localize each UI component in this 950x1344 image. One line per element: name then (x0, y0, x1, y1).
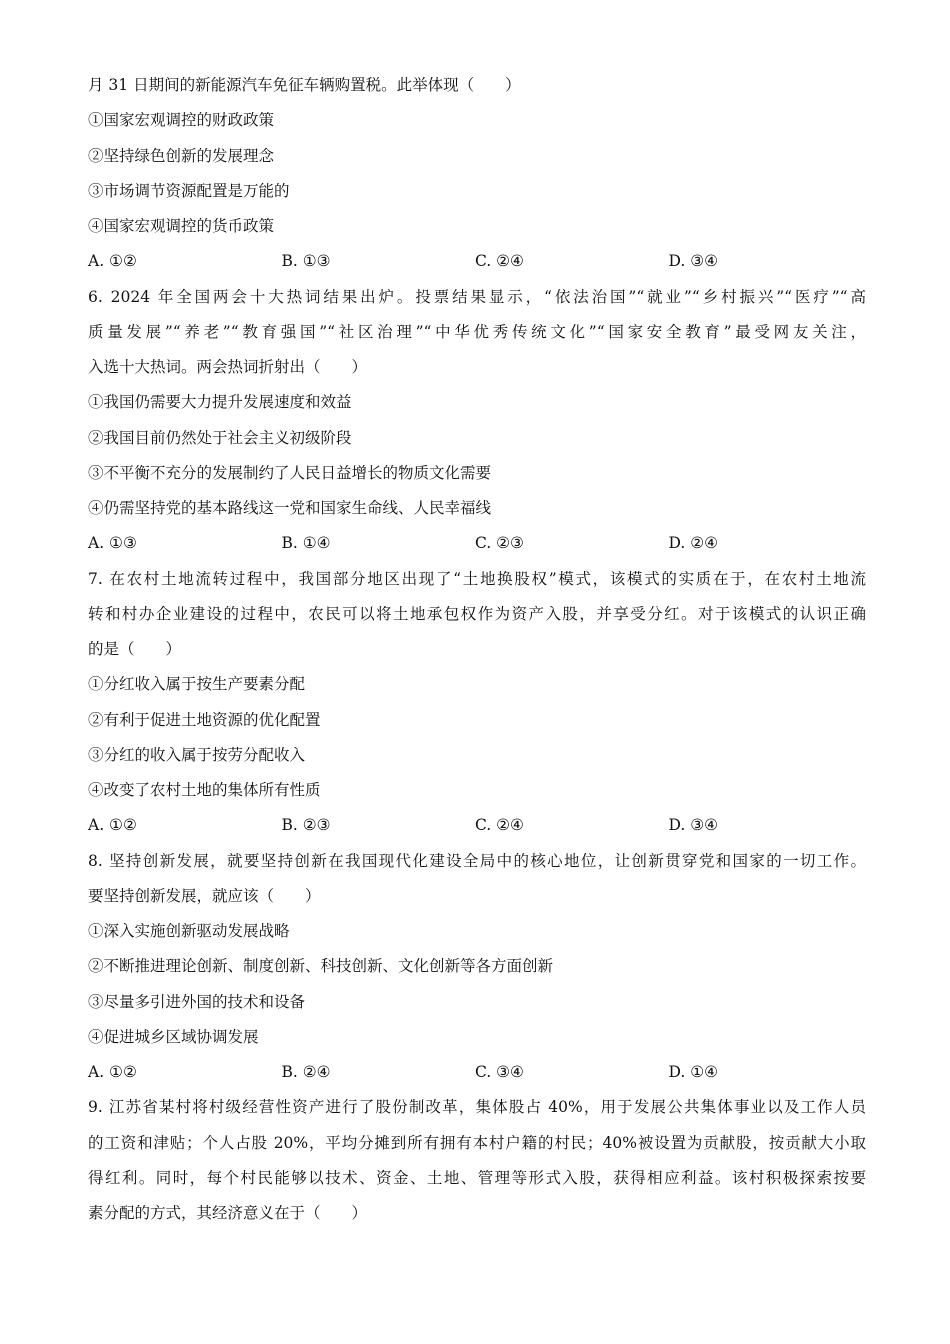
question-text-line: 月 31 日期间的新能源汽车免征车辆购置税。此举体现（ ） (88, 76, 521, 94)
question-text-line: 9. 江苏省某村将村级经营性资产进行了股份制改革，集体股占 40%，用于发展公共集体事业以及工作人员 (88, 1098, 866, 1117)
answer-options (88, 808, 866, 843)
answer-option: B. ①④ (281, 534, 331, 553)
answer-option: A. ①③ (88, 534, 137, 553)
answer-option: A. ①② (88, 1063, 137, 1081)
question-text-line: 得红利。同时，每个村民能够以技术、资金、土地、管理等形式入股，获得相应利益。该村积极探索按要 (88, 1168, 866, 1187)
answer-option: B. ①③ (281, 252, 331, 271)
answer-option: D. ③④ (668, 816, 719, 835)
statement-item: ①我国仍需要大力提升发展速度和效益 (88, 393, 352, 412)
answer-option: C. ②④ (475, 816, 524, 835)
question-text-line: 的是（ ） (88, 640, 182, 658)
statement-item: ②我国目前仍然处于社会主义初级阶段 (88, 428, 352, 447)
answer-option: C. ②③ (475, 534, 524, 553)
statement-item: ②坚持绿色创新的发展理念 (88, 146, 275, 165)
answer-option: B. ②③ (281, 816, 331, 835)
answer-option: D. ③④ (668, 252, 719, 271)
statement-item: ④促进城乡区域协调发展 (88, 1027, 259, 1046)
question-text-line: 的工资和津贴；个人占股 20%，平均分摊到所有拥有本村户籍的村民；40%被设置为贡献股，按贡献大小取 (88, 1133, 866, 1152)
question-text-line: 入选十大热词。两会热词折射出（ ） (88, 358, 368, 376)
document-page (88, 68, 866, 1231)
statement-item: ②不断推进理论创新、制度创新、科技创新、文化创新等各方面创新 (88, 957, 554, 976)
question-text-line: 转和村办企业建设的过程中，农民可以将土地承包权作为资产入股，并享受分红。对于该模式的认识正确 (88, 604, 866, 623)
statement-item: ①分红收入属于按生产要素分配 (88, 675, 306, 694)
answer-options (88, 526, 866, 561)
statement-item: ③分红的收入属于按劳分配收入 (88, 745, 306, 764)
statement-item: ④仍需坚持党的基本路线这一党和国家生命线、人民幸福线 (88, 499, 492, 517)
answer-options (88, 1055, 866, 1090)
answer-option: C. ②④ (475, 252, 524, 271)
answer-option: B. ②④ (281, 1063, 331, 1081)
answer-options (88, 244, 866, 279)
question-text-line: 要坚持创新发展，就应该（ ） (88, 886, 321, 905)
statement-item: ③尽量多引进外国的技术和设备 (88, 992, 306, 1011)
statement-item: ④改变了农村土地的集体所有性质 (88, 781, 321, 799)
statement-item: ①深入实施创新驱动发展战略 (88, 922, 290, 940)
question-text-line: 质量发展”“养老”“教育强国”“社区治理”“中华优秀传统文化”“国家安全教育”最受网友关注， (88, 322, 866, 341)
question-text-line: 6. 2024 年全国两会十大热词结果出炉。投票结果显示，“依法治国”“就业”“乡村振兴”“医疗”“高 (88, 287, 866, 306)
answer-option: A. ①② (88, 252, 137, 271)
statement-item: ②有利于促进土地资源的优化配置 (88, 710, 321, 729)
answer-option: D. ②④ (668, 534, 719, 553)
question-text-line: 7. 在农村土地流转过程中，我国部分地区出现了“土地换股权”模式，该模式的实质在于，在农村土地流 (88, 569, 866, 588)
question-text-line: 素分配的方式，其经济意义在于（ ） (88, 1204, 368, 1222)
answer-option: D. ①④ (668, 1063, 719, 1081)
answer-option: C. ③④ (475, 1063, 524, 1081)
statement-item: ③市场调节资源配置是万能的 (88, 181, 290, 200)
statement-item: ④国家宏观调控的货币政策 (88, 217, 275, 235)
answer-option: A. ①② (88, 816, 137, 835)
question-text-line: 8. 坚持创新发展，就要坚持创新在我国现代化建设全局中的核心地位，让创新贯穿党和国家的一切工作。 (88, 851, 866, 870)
statement-item: ③不平衡不充分的发展制约了人民日益增长的物质文化需要 (88, 463, 492, 482)
statement-item: ①国家宏观调控的财政政策 (88, 111, 275, 130)
